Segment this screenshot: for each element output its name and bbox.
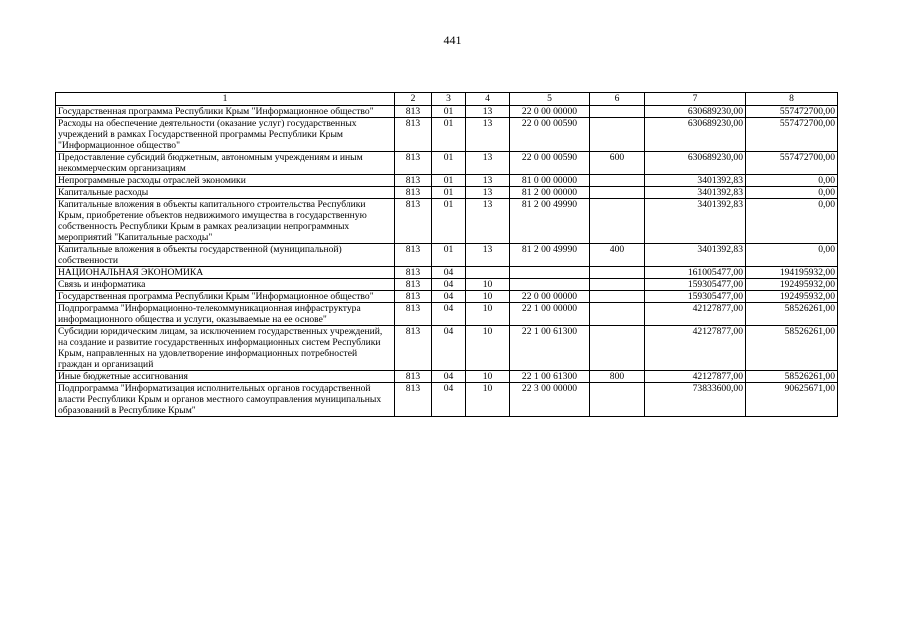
- grbs-cell: 813: [395, 371, 432, 383]
- table-row: [56, 187, 838, 199]
- subsection-cell: 13: [466, 199, 510, 244]
- grbs-cell: 813: [395, 187, 432, 199]
- amount-cell-8: 58526261,00: [746, 371, 838, 383]
- subsection-cell: 13: [466, 187, 510, 199]
- amount-cell-8: 194195932,00: [746, 267, 838, 279]
- target-article-cell: 22 1 00 61300: [510, 371, 590, 383]
- amount-cell-7: 3401392,83: [645, 187, 746, 199]
- section-cell: 04: [432, 303, 466, 326]
- subsection-cell: 10: [466, 371, 510, 383]
- grbs-cell: 813: [395, 152, 432, 175]
- amount-cell-7: 161005477,00: [645, 267, 746, 279]
- expense-type-cell: [590, 326, 645, 371]
- table-row: [56, 291, 838, 303]
- table-row: [56, 371, 838, 383]
- row-name: Субсидии юридическим лицам, за исключением государственных учреждений, на создание и развитие государственных информационных систем Республики Крым, направленных на удовлетворение информационных потребностей граждан и организаций: [56, 326, 395, 371]
- amount-cell-7: 159305477,00: [645, 291, 746, 303]
- amount-cell-7: 73833600,00: [645, 383, 746, 417]
- header-cell: 3: [432, 93, 466, 106]
- row-name: Подпрограмма "Информатизация исполнительных органов государственной власти Республики Крым и органов местного самоуправления муниципальных образований в Республике Крым": [56, 383, 395, 417]
- amount-cell-8: 58526261,00: [746, 326, 838, 371]
- section-cell: 01: [432, 175, 466, 187]
- section-cell: 01: [432, 118, 466, 152]
- amount-cell-8: 90625671,00: [746, 383, 838, 417]
- grbs-cell: 813: [395, 303, 432, 326]
- expense-type-cell: [590, 303, 645, 326]
- grbs-cell: 813: [395, 118, 432, 152]
- amount-cell-7: 3401392,83: [645, 175, 746, 187]
- amount-cell-8: 0,00: [746, 244, 838, 267]
- grbs-cell: 813: [395, 383, 432, 417]
- target-article-cell: 22 0 00 00590: [510, 118, 590, 152]
- grbs-cell: 813: [395, 279, 432, 291]
- section-cell: 04: [432, 371, 466, 383]
- grbs-cell: 813: [395, 326, 432, 371]
- row-name: Государственная программа Республики Крым "Информационное общество": [56, 106, 395, 118]
- header-cell: 4: [466, 93, 510, 106]
- amount-cell-7: 159305477,00: [645, 279, 746, 291]
- target-article-cell: 22 0 00 00000: [510, 291, 590, 303]
- target-article-cell: 81 2 00 49990: [510, 244, 590, 267]
- target-article-cell: [510, 279, 590, 291]
- amount-cell-8: 192495932,00: [746, 279, 838, 291]
- table-row: [56, 244, 838, 267]
- table-row: [56, 326, 838, 371]
- subsection-cell: 10: [466, 326, 510, 371]
- expense-type-cell: [590, 383, 645, 417]
- expense-type-cell: 400: [590, 244, 645, 267]
- row-name: Связь и информатика: [56, 279, 395, 291]
- grbs-cell: 813: [395, 106, 432, 118]
- target-article-cell: 22 0 00 00590: [510, 152, 590, 175]
- target-article-cell: [510, 267, 590, 279]
- grbs-cell: 813: [395, 199, 432, 244]
- section-cell: 01: [432, 244, 466, 267]
- row-name: Непрограммные расходы отраслей экономики: [56, 175, 395, 187]
- subsection-cell: 10: [466, 291, 510, 303]
- table-row: [56, 303, 838, 326]
- amount-cell-7: 630689230,00: [645, 118, 746, 152]
- table-row: [56, 106, 838, 118]
- row-name: Расходы на обеспечение деятельности (оказание услуг) государственных учреждений в рамках Государственной программы Республики Крым "Информационное общество": [56, 118, 395, 152]
- section-cell: 04: [432, 383, 466, 417]
- expense-type-cell: [590, 267, 645, 279]
- grbs-cell: 813: [395, 244, 432, 267]
- amount-cell-8: 192495932,00: [746, 291, 838, 303]
- header-cell: 5: [510, 93, 590, 106]
- amount-cell-7: 42127877,00: [645, 326, 746, 371]
- amount-cell-8: 557472700,00: [746, 152, 838, 175]
- table-row: [56, 279, 838, 291]
- expense-type-cell: 600: [590, 152, 645, 175]
- target-article-cell: 22 1 00 00000: [510, 303, 590, 326]
- table-row: [56, 383, 838, 417]
- expense-type-cell: [590, 175, 645, 187]
- table-row: [56, 118, 838, 152]
- table-row: [56, 175, 838, 187]
- expense-type-cell: [590, 118, 645, 152]
- target-article-cell: 81 0 00 00000: [510, 175, 590, 187]
- amount-cell-7: 42127877,00: [645, 303, 746, 326]
- subsection-cell: 13: [466, 175, 510, 187]
- target-article-cell: 22 3 00 00000: [510, 383, 590, 417]
- row-name: Предоставление субсидий бюджетным, автономным учреждениям и иным некоммерческим организациям: [56, 152, 395, 175]
- row-name: Иные бюджетные ассигнования: [56, 371, 395, 383]
- section-cell: 01: [432, 152, 466, 175]
- section-cell: 01: [432, 106, 466, 118]
- section-cell: 04: [432, 279, 466, 291]
- amount-cell-7: 630689230,00: [645, 106, 746, 118]
- amount-cell-7: 630689230,00: [645, 152, 746, 175]
- subsection-cell: 10: [466, 383, 510, 417]
- amount-cell-7: 3401392,83: [645, 244, 746, 267]
- amount-cell-7: 42127877,00: [645, 371, 746, 383]
- header-cell: 8: [746, 93, 838, 106]
- amount-cell-8: 0,00: [746, 199, 838, 244]
- amount-cell-7: 3401392,83: [645, 199, 746, 244]
- table-row: [56, 152, 838, 175]
- expense-type-cell: [590, 106, 645, 118]
- amount-cell-8: 0,00: [746, 175, 838, 187]
- target-article-cell: 81 2 00 00000: [510, 187, 590, 199]
- amount-cell-8: 557472700,00: [746, 106, 838, 118]
- header-cell: 6: [590, 93, 645, 106]
- grbs-cell: 813: [395, 267, 432, 279]
- row-name: Капитальные вложения в объекты капитального строительства Республики Крым, приобретение объектов недвижимого имущества в государственную собственность Республики Крым в рамках реализации непрограммных мероприятий "Капитальные расходы": [56, 199, 395, 244]
- page-number: 441: [443, 33, 462, 47]
- expense-type-cell: 800: [590, 371, 645, 383]
- header-cell: 1: [56, 93, 395, 106]
- section-cell: 04: [432, 291, 466, 303]
- header-cell: 7: [645, 93, 746, 106]
- budget-table: [55, 92, 838, 417]
- amount-cell-8: 58526261,00: [746, 303, 838, 326]
- expense-type-cell: [590, 199, 645, 244]
- expense-type-cell: [590, 279, 645, 291]
- row-name: Капитальные расходы: [56, 187, 395, 199]
- section-cell: 04: [432, 326, 466, 371]
- subsection-cell: 13: [466, 118, 510, 152]
- amount-cell-8: 557472700,00: [746, 118, 838, 152]
- header-cell: 2: [395, 93, 432, 106]
- subsection-cell: 10: [466, 303, 510, 326]
- row-name: НАЦИОНАЛЬНАЯ ЭКОНОМИКА: [56, 267, 395, 279]
- grbs-cell: 813: [395, 175, 432, 187]
- table-row: [56, 267, 838, 279]
- target-article-cell: 81 2 00 49990: [510, 199, 590, 244]
- section-cell: 01: [432, 199, 466, 244]
- subsection-cell: 13: [466, 152, 510, 175]
- table-row: [56, 199, 838, 244]
- amount-cell-8: 0,00: [746, 187, 838, 199]
- section-cell: 04: [432, 267, 466, 279]
- subsection-cell: 13: [466, 244, 510, 267]
- section-cell: 01: [432, 187, 466, 199]
- target-article-cell: 22 0 00 00000: [510, 106, 590, 118]
- expense-type-cell: [590, 291, 645, 303]
- subsection-cell: 10: [466, 279, 510, 291]
- header-row: [56, 93, 838, 106]
- expense-type-cell: [590, 187, 645, 199]
- target-article-cell: 22 1 00 61300: [510, 326, 590, 371]
- row-name: Государственная программа Республики Крым "Информационное общество": [56, 291, 395, 303]
- subsection-cell: [466, 267, 510, 279]
- row-name: Подпрограмма "Информационно-телекоммуникационная инфраструктура информационного общества и услуги, оказываемые на ее основе": [56, 303, 395, 326]
- row-name: Капитальные вложения в объекты государственной (муниципальной) собственности: [56, 244, 395, 267]
- subsection-cell: 13: [466, 106, 510, 118]
- grbs-cell: 813: [395, 291, 432, 303]
